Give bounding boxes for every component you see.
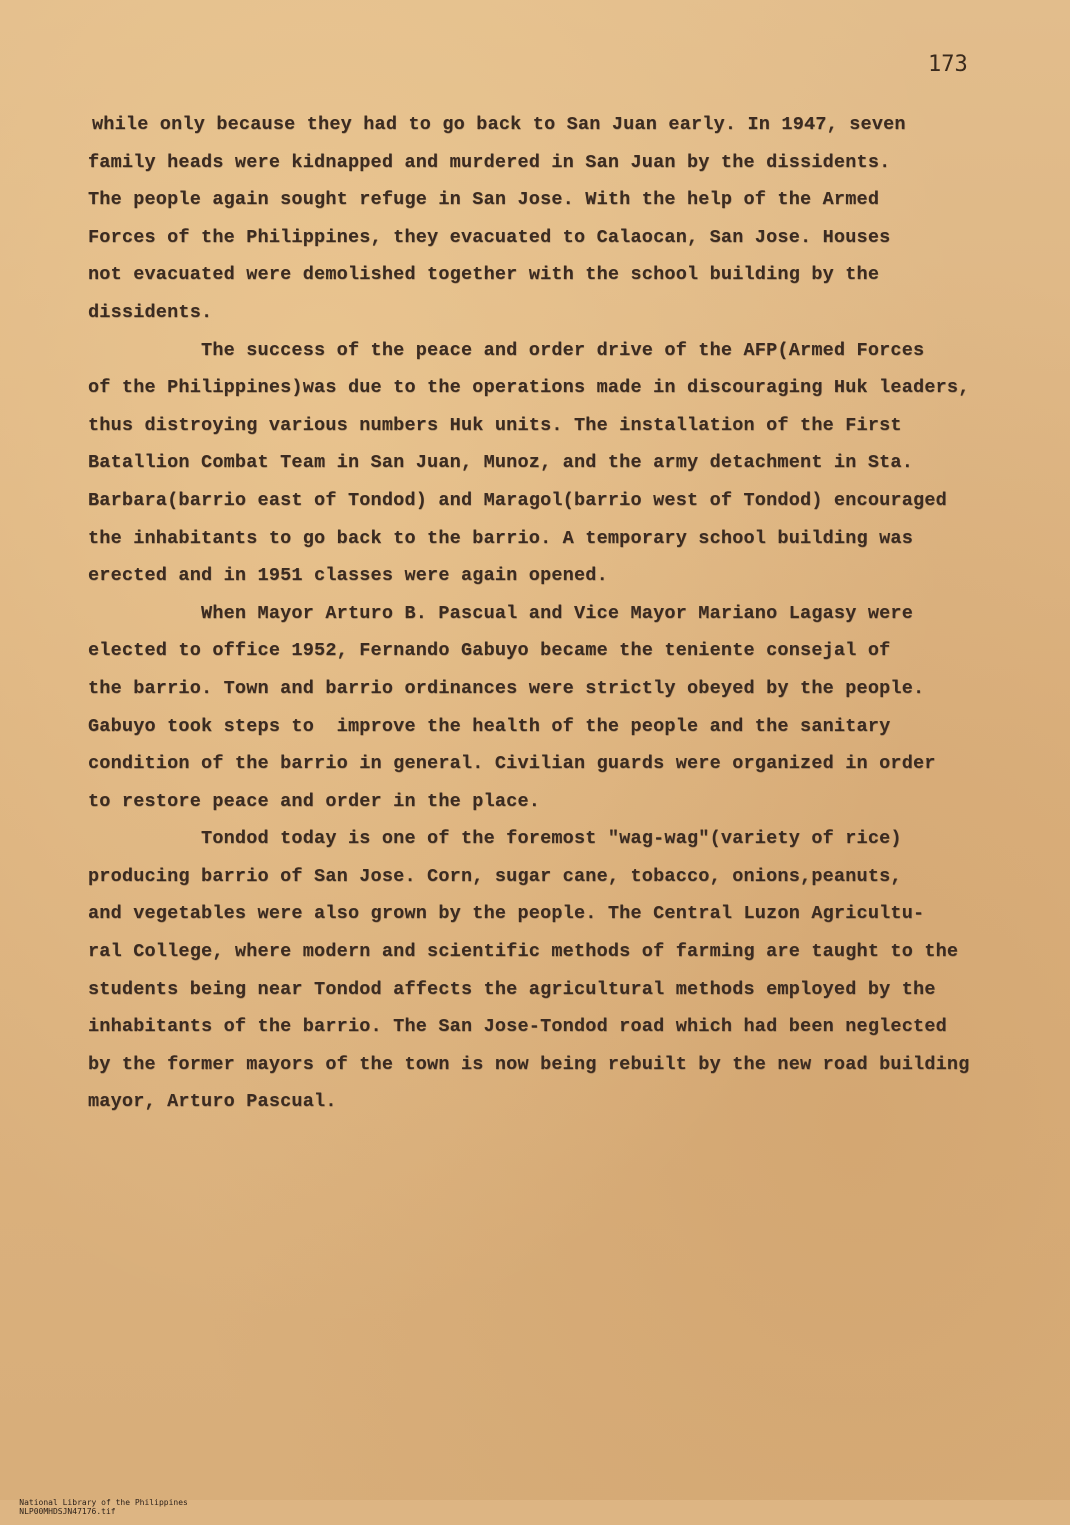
text-line: Forces of the Philippines, they evacuated to Calaocan, San Jose. Houses (88, 226, 891, 248)
text-line: Tondod today is one of the foremost "wag-wag"(variety of rice) (88, 828, 902, 850)
text-line: while only because they had to go back to San Juan early. In 1947, seven (92, 114, 906, 135)
text-line: erected and in 1951 classes were again opened. (88, 565, 608, 587)
text-line: by the former mayors of the town is now being rebuilt by the new road building (88, 1053, 970, 1075)
text-line: the barrio. Town and barrio ordinances were strictly obeyed by the people. (88, 677, 925, 699)
page-number: 173 (928, 52, 968, 77)
text-line: and vegetables were also grown by the people. The Central Luzon Agricultu- (88, 903, 925, 925)
text-line: mayor, Arturo Pascual. (88, 1091, 337, 1113)
scan-footer (0, 1489, 600, 1525)
text-line: Barbara(barrio east of Tondod) and Maragol(barrio west of Tondod) encouraged (88, 489, 947, 511)
text-line: the inhabitants to go back to the barrio. A temporary school building was (88, 527, 914, 549)
text-line: elected to office 1952, Fernando Gabuyo became the teniente consejal of (88, 640, 891, 662)
file-name: NLP00MHDSJN47176.tif (19, 1507, 116, 1516)
text-line: inhabitants of the barrio. The San Jose-Tondod road which had been neglected (88, 1016, 947, 1038)
text-line: dissidents. (88, 301, 213, 323)
text-line: ral College, where modern and scientific methods of farming are taught to the (88, 941, 959, 963)
typed-text-body (88, 106, 1048, 1121)
text-line: students being near Tondod affects the agricultural methods employed by the (88, 978, 936, 1000)
text-line: thus distroying various numbers Huk units. The installation of the First (88, 414, 902, 436)
text-line: The success of the peace and order drive of the AFP(Armed Forces (88, 339, 925, 361)
library-credit: National Library of the Philippines (19, 1498, 188, 1507)
text-line: family heads were kidnapped and murdered in San Juan by the dissidents. (88, 151, 891, 173)
text-line: to restore peace and order in the place. (88, 790, 541, 812)
text-line: When Mayor Arturo B. Pascual and Vice Mayor Mariano Lagasy were (88, 602, 914, 624)
text-line: The people again sought refuge in San Jose. With the help of the Armed (88, 189, 880, 211)
text-line: Gabuyo took steps to improve the health of the people and the sanitary (88, 715, 891, 737)
text-line: condition of the barrio in general. Civilian guards were organized in order (88, 753, 936, 775)
text-line: Batallion Combat Team in San Juan, Munoz, and the army detachment in Sta. (88, 452, 914, 474)
text-line: producing barrio of San Jose. Corn, sugar cane, tobacco, onions,peanuts, (88, 865, 902, 887)
text-line: not evacuated were demolished together with the school building by the (88, 264, 880, 286)
text-line: of the Philippines)was due to the operations made in discouraging Huk leaders, (88, 377, 970, 399)
